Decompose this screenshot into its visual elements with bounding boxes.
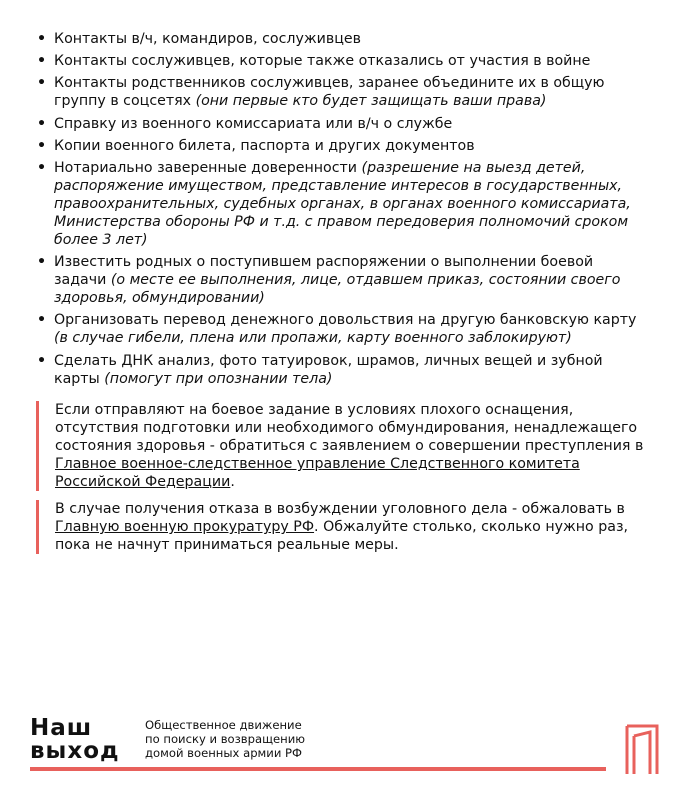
bullet-icon: • — [37, 31, 47, 47]
list-item-text: Контакты сослуживцев, которые также отказались от участия в войне — [54, 53, 591, 70]
list-item — [34, 159, 644, 249]
list-item — [34, 52, 644, 70]
list-item-note: (разрешение на выезд детей, распоряжение имуществом, представление интересов в государственных, правоохранительных, судебных органах, в органах военного комиссариата, Министерства обороны РФ и т.д. с правом передоверия полномочий сроком более 3 лет) — [54, 159, 631, 248]
list-item-text: Справку из военного комиссариата или в/ч о службе — [54, 115, 453, 132]
list-item-note: (в случае гибели, плена или пропажи, карту военного заблокируют) — [54, 330, 572, 347]
bullet-icon: • — [37, 75, 47, 92]
tagline-line: по поиску и возвращению — [145, 732, 306, 746]
list-item — [34, 74, 644, 110]
list-item — [34, 30, 644, 48]
list-item-text: Организовать перевод денежного довольствия на другую банковскую карту — [54, 312, 637, 329]
bullet-icon: • — [37, 159, 47, 176]
list-item-note: (о месте ее выполнения, лице, отдавшем приказ, состоянии своего здоровья, обмундировании) — [54, 272, 621, 307]
brand-tagline — [145, 718, 305, 760]
list-item-text: Сделать ДНК анализ, фото татуировок, шрамов, личных вещей и зубной карты — [54, 352, 603, 387]
list-item-note: (помогут при опознании тела) — [104, 370, 333, 387]
list-item — [34, 311, 644, 347]
list-item — [34, 137, 644, 155]
bullet-icon: • — [37, 352, 47, 369]
callout-text: Если отправляют на боевое задание в условиях плохого оснащения, отсутствия подготовки или необходимого обмундирования, ненадлежащего состояния здоровья - обратиться с заявлением о совершении преступления в — [55, 402, 644, 454]
list-item — [34, 253, 644, 307]
list-item-text: Контакты родственников сослуживцев, заранее объедините их в общую группу в соцсетях — [54, 75, 605, 110]
list-item-text: Нотариально заверенные доверенности — [54, 159, 358, 176]
footer-divider — [30, 767, 606, 771]
list-item-note: (они первые кто будет защищать ваши права) — [195, 93, 547, 110]
bullet-icon: • — [37, 115, 47, 132]
footer — [30, 716, 676, 800]
tagline-line: домой военных армии РФ — [145, 746, 303, 760]
door-mark-icon — [624, 724, 660, 776]
investigation-link[interactable]: Главное военное-следственное управление Следственного комитета Российской Федерации — [55, 456, 580, 490]
list-item-text: Контакты в/ч, командиров, сослуживцев — [54, 31, 361, 47]
brand-logo — [30, 717, 120, 763]
list-item-text: Копии военного билета, паспорта и других документов — [54, 137, 475, 154]
bullet-icon: • — [37, 312, 47, 329]
bullet-icon: • — [37, 137, 47, 154]
callout-tail: . Обжалуйте столько, сколько нужно раз, пока не начнут приниматься реальные меры. — [55, 519, 629, 553]
callout-text: В случае получения отказа в возбуждении уголовного дела - обжаловать в — [55, 501, 625, 517]
checklist — [34, 30, 644, 392]
prosecutor-link[interactable]: Главную военную прокуратуру РФ — [55, 519, 315, 535]
logo-line: выход — [30, 738, 120, 764]
list-item — [34, 352, 644, 388]
list-item-text: Известить родных о поступившем распоряжении о выполнении боевой задачи — [54, 254, 594, 289]
callout-appeal — [36, 500, 655, 554]
callout-tail: . — [230, 474, 235, 490]
callout-paragraph — [55, 500, 655, 554]
bullet-icon: • — [37, 53, 47, 70]
bullet-icon: • — [37, 254, 47, 271]
list-item — [34, 115, 644, 133]
logo-line: Наш — [30, 715, 93, 741]
callout-paragraph — [55, 401, 655, 491]
callout-investigation — [36, 401, 655, 491]
tagline-line: Общественное движение — [145, 718, 302, 732]
